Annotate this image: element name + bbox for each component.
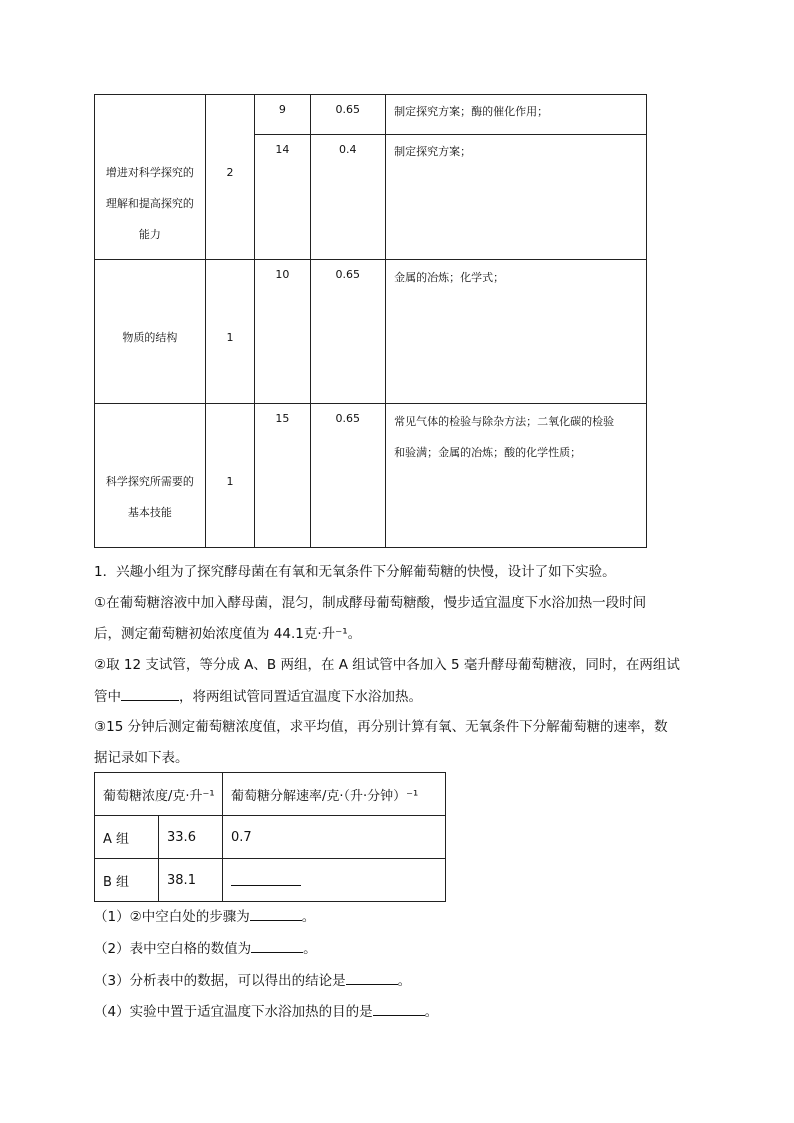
step-2-cont <box>94 686 714 707</box>
knowledge-points: 制定探究方案；酶的催化作用； <box>386 95 647 135</box>
count-cell <box>205 404 254 548</box>
step-1: ①在葡萄糖溶液中加入酵母菌，混匀，制成酵母葡萄糖酸，慢步适宜温度下水浴加热一段时间 <box>94 595 647 611</box>
knowledge-points <box>386 404 647 548</box>
subquestion-3 <box>94 970 714 991</box>
knowledge-points-line: 常见气体的检验与除杂方法；二氧化碳的检验 <box>394 415 615 428</box>
category-text: 增进对科学探究的 <box>105 166 194 179</box>
step-2-text: 管中 <box>94 689 121 705</box>
subquestion-text: 。 <box>397 973 412 989</box>
rate-value: 0.7 <box>223 816 446 859</box>
difficulty-value: 0.65 <box>310 404 386 548</box>
count-text: 2 <box>226 166 234 179</box>
concentration-value: 38.1 <box>159 859 223 902</box>
step-3: ③15 分钟后测定葡萄糖浓度值，求平均值，再分别计算有氧、无氧条件下分解葡萄糖的速率，数 <box>94 719 668 735</box>
count-text: 1 <box>226 475 234 488</box>
table-row <box>95 260 647 404</box>
question-number: 10 <box>255 260 310 404</box>
header-rate: 葡萄糖分解速率/克·（升·分钟）⁻¹ <box>223 773 446 816</box>
difficulty-value: 0.4 <box>310 135 386 260</box>
subquestion-text: （2）表中空白格的数值为 <box>94 941 252 957</box>
knowledge-points: 制定探究方案； <box>386 135 647 260</box>
subquestion-text: （1）②中空白处的步骤为 <box>94 909 250 925</box>
answer-blank[interactable] <box>346 970 398 985</box>
count-text: 1 <box>226 331 234 344</box>
subquestion-text: 。 <box>303 941 317 957</box>
rate-value <box>223 859 446 902</box>
category-cell <box>95 404 206 548</box>
step-2: ②取 12 支试管，等分成 A、B 两组，在 A 组试管中各加入 5 毫升酵母葡萄糖液，同时，在两组试 <box>94 657 680 673</box>
question-number: 15 <box>255 404 310 548</box>
group-label: B 组 <box>95 859 159 902</box>
step-2-text: ，将两组试管同置适宜温度下水浴加热。 <box>179 689 422 705</box>
concentration-value: 33.6 <box>159 816 223 859</box>
answer-blank[interactable] <box>250 906 302 921</box>
table-row <box>95 859 446 902</box>
count-cell <box>205 260 254 404</box>
group-label: A 组 <box>95 816 159 859</box>
table-row <box>95 773 446 816</box>
table-row <box>95 404 647 548</box>
category-cell <box>95 260 206 404</box>
table-row <box>95 816 446 859</box>
answer-blank[interactable] <box>373 1001 425 1016</box>
category-text: 物质的结构 <box>122 331 178 344</box>
header-concentration: 葡萄糖浓度/克·升⁻¹ <box>95 773 223 816</box>
category-text: 能力 <box>138 228 161 241</box>
answer-blank[interactable] <box>121 686 179 701</box>
knowledge-points-line: 和验满；金属的冶炼；酸的化学性质； <box>394 446 582 459</box>
difficulty-value: 0.65 <box>310 260 386 404</box>
subquestion-4 <box>94 1001 714 1022</box>
category-text: 理解和提高探究的 <box>105 197 194 210</box>
knowledge-point-table <box>94 94 647 548</box>
subquestion-2 <box>94 938 714 959</box>
subquestion-text: 。 <box>424 1004 439 1020</box>
result-table <box>94 772 446 902</box>
category-text: 基本技能 <box>127 506 172 519</box>
table-row <box>95 95 647 135</box>
count-cell <box>205 95 254 260</box>
answer-blank[interactable] <box>251 938 303 953</box>
question-number: 9 <box>255 95 310 135</box>
question-number: 14 <box>255 135 310 260</box>
subquestion-1 <box>94 906 714 927</box>
subquestion-text: （3）分析表中的数据，可以得出的结论是 <box>94 973 346 989</box>
category-text: 科学探究所需要的 <box>105 475 194 488</box>
step-1-cont: 后，测定葡萄糖初始浓度值为 44.1克·升⁻¹。 <box>94 626 362 642</box>
knowledge-points: 金属的冶炼；化学式； <box>386 260 647 404</box>
subquestion-text: 。 <box>301 909 316 925</box>
question-stem: 1．兴趣小组为了探究酵母菌在有氧和无氧条件下分解葡萄糖的快慢，设计了如下实验。 <box>94 564 616 580</box>
difficulty-value: 0.65 <box>310 95 386 135</box>
answer-blank[interactable] <box>231 871 301 886</box>
step-3-cont: 据记录如下表。 <box>94 750 189 766</box>
category-cell <box>95 95 206 260</box>
subquestion-text: （4）实验中置于适宜温度下水浴加热的目的是 <box>94 1004 373 1020</box>
